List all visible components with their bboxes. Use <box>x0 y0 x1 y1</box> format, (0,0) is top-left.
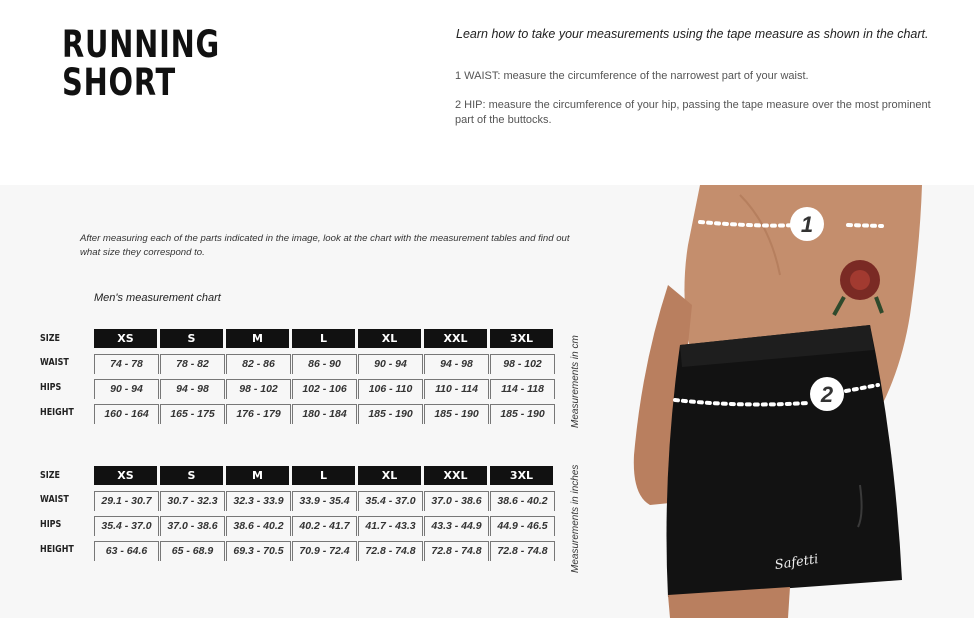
model-photo <box>620 185 974 618</box>
table-cell: 176 - 179 <box>226 404 291 424</box>
table-cell: 43.3 - 44.9 <box>424 516 489 536</box>
size-row-label: SIZE <box>40 470 61 481</box>
table-cell: 90 - 94 <box>358 354 423 374</box>
table-cell: 37.0 - 38.6 <box>160 516 225 536</box>
table-cell: 65 - 68.9 <box>160 541 225 561</box>
size-row-label: SIZE <box>40 333 61 344</box>
table-row <box>40 489 560 514</box>
page-title <box>62 23 221 104</box>
cm-axis-label: Measurements in cm <box>570 335 581 428</box>
table-cell: 98 - 102 <box>490 354 555 374</box>
size-header-cell: XXL <box>424 329 487 348</box>
waist-instruction: 1 WAIST: measure the circumference of the narrowest part of your waist. <box>455 70 809 82</box>
table-cell: 86 - 90 <box>292 354 357 374</box>
row-label: HIPS <box>40 519 62 530</box>
table-row <box>40 377 560 402</box>
table-cell: 94 - 98 <box>424 354 489 374</box>
table-cell: 180 - 184 <box>292 404 357 424</box>
brand-logo: Safetti <box>773 552 820 574</box>
table-cell: 63 - 64.6 <box>94 541 159 561</box>
table-row <box>40 539 560 564</box>
table-cell: 102 - 106 <box>292 379 357 399</box>
size-header-cell: M <box>226 466 289 485</box>
table-cell: 35.4 - 37.0 <box>94 516 159 536</box>
header-section <box>0 0 974 185</box>
table-cell: 114 - 118 <box>490 379 555 399</box>
after-measuring-text: After measuring each of the parts indicated in the image, look at the chart with the measurement tables and find out what size they correspond to. <box>80 233 570 258</box>
size-header-cell: XS <box>94 329 157 348</box>
table-cell: 185 - 190 <box>490 404 555 424</box>
size-header-cell: 3XL <box>490 466 553 485</box>
size-header-cell: L <box>292 329 355 348</box>
table-cell: 72.8 - 74.8 <box>424 541 489 561</box>
table-row <box>40 352 560 377</box>
size-header-cell: XL <box>358 329 421 348</box>
size-header-cell: L <box>292 466 355 485</box>
table-cell: 185 - 190 <box>424 404 489 424</box>
table-row <box>40 402 560 427</box>
row-label: HEIGHT <box>40 544 74 555</box>
row-label: HEIGHT <box>40 407 74 418</box>
size-header-cell: XXL <box>424 466 487 485</box>
table-cell: 30.7 - 32.3 <box>160 491 225 511</box>
table-cell: 185 - 190 <box>358 404 423 424</box>
table-cell: 69.3 - 70.5 <box>226 541 291 561</box>
size-header-cell: S <box>160 329 223 348</box>
table-cell: 94 - 98 <box>160 379 225 399</box>
table-cell: 160 - 164 <box>94 404 159 424</box>
hip-marker-number: 2 <box>820 382 834 407</box>
size-header-cell: M <box>226 329 289 348</box>
table-cell: 90 - 94 <box>94 379 159 399</box>
table-cell: 72.8 - 74.8 <box>490 541 555 561</box>
table-cell: 44.9 - 46.5 <box>490 516 555 536</box>
page-title-line2: SHORT <box>62 61 176 104</box>
chart-section <box>0 185 974 618</box>
table-cell: 40.2 - 41.7 <box>292 516 357 536</box>
size-header-cell: XS <box>94 466 157 485</box>
table-cell: 78 - 82 <box>160 354 225 374</box>
table-cell: 82 - 86 <box>226 354 291 374</box>
size-header-cell: XL <box>358 466 421 485</box>
page-title-line1: RUNNING <box>62 23 221 66</box>
table-cell: 106 - 110 <box>358 379 423 399</box>
size-header-row <box>40 466 560 491</box>
size-header-cell: 3XL <box>490 329 553 348</box>
table-cell: 29.1 - 30.7 <box>94 491 159 511</box>
table-cell: 72.8 - 74.8 <box>358 541 423 561</box>
table-cell: 110 - 114 <box>424 379 489 399</box>
inch-axis-label: Measurements in inches <box>570 464 581 573</box>
table-cell: 165 - 175 <box>160 404 225 424</box>
size-header-cell: S <box>160 466 223 485</box>
table-cell: 98 - 102 <box>226 379 291 399</box>
table-cell: 41.7 - 43.3 <box>358 516 423 536</box>
chart-label: Men's measurement chart <box>94 292 221 304</box>
table-cell: 38.6 - 40.2 <box>490 491 555 511</box>
row-label: WAIST <box>40 494 69 505</box>
table-cell: 37.0 - 38.6 <box>424 491 489 511</box>
table-cell: 35.4 - 37.0 <box>358 491 423 511</box>
intro-text: Learn how to take your measurements using the tape measure as shown in the chart. <box>456 27 929 41</box>
table-row <box>40 514 560 539</box>
table-cell: 70.9 - 72.4 <box>292 541 357 561</box>
table-cell: 33.9 - 35.4 <box>292 491 357 511</box>
size-header-row <box>40 329 560 354</box>
row-label: HIPS <box>40 382 62 393</box>
row-label: WAIST <box>40 357 69 368</box>
table-cell: 38.6 - 40.2 <box>226 516 291 536</box>
waist-marker-number: 1 <box>800 212 814 237</box>
table-cell: 32.3 - 33.9 <box>226 491 291 511</box>
hip-instruction: 2 HIP: measure the circumference of your hip, passing the tape measure over the most prominent part of the buttocks. <box>455 99 931 126</box>
table-cell: 74 - 78 <box>94 354 159 374</box>
